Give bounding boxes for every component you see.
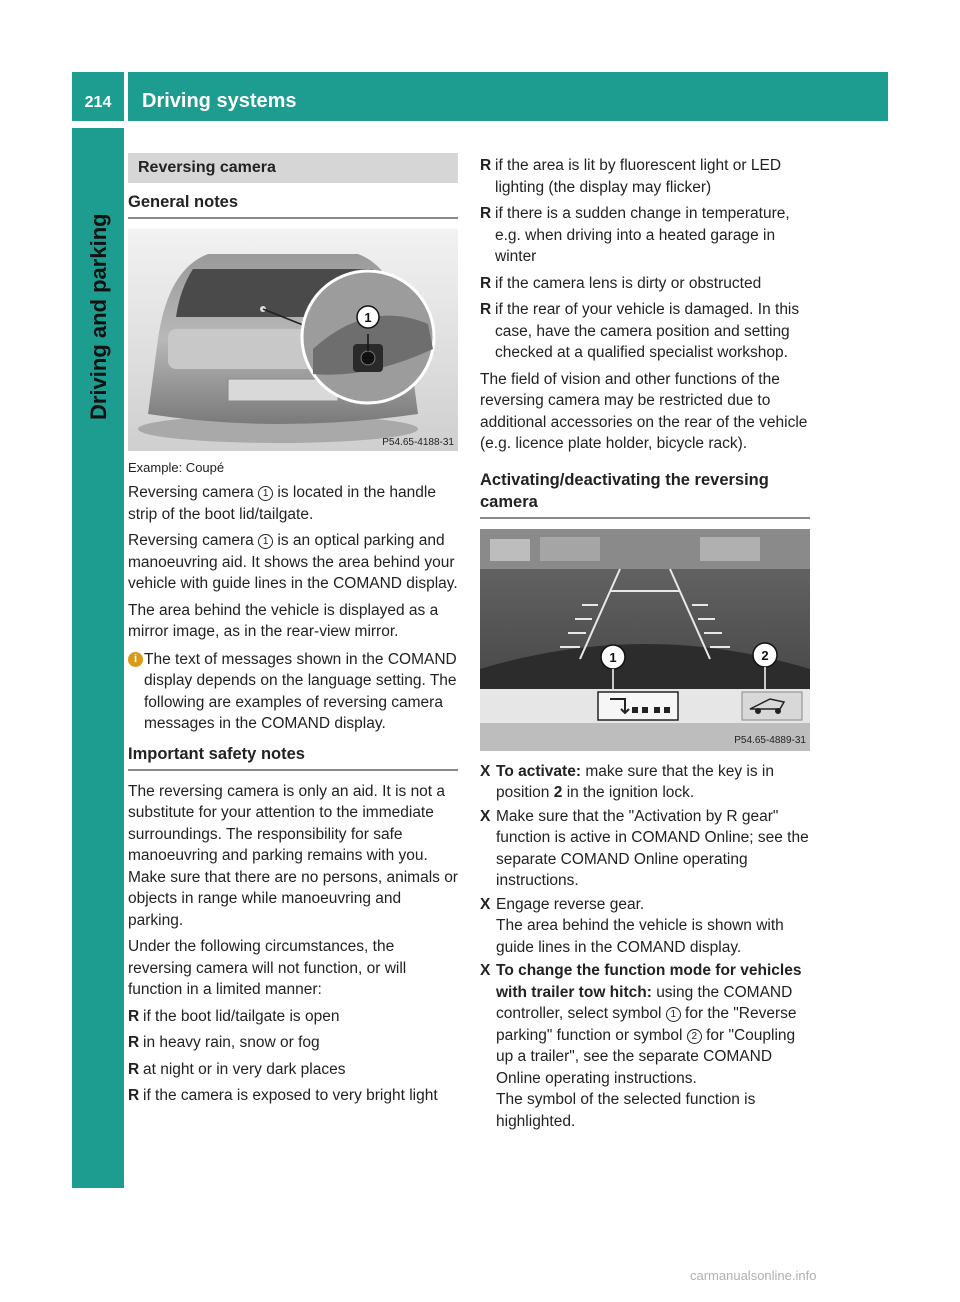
step-item xyxy=(480,806,810,892)
figure-caption: Example: Coupé xyxy=(128,459,225,475)
list-item xyxy=(480,273,810,295)
step-text: for "Coupling up a trailer", see the separate COMAND Online operating instructions. xyxy=(496,1026,796,1087)
car-rear-figure xyxy=(128,229,458,451)
side-tab-label: Driving and parking xyxy=(86,213,111,420)
list-item xyxy=(480,299,810,364)
step-label: To change the function mode for vehicles with trailer tow hitch: xyxy=(496,962,802,1001)
step-item xyxy=(480,761,810,804)
list-item-text: if there is a sudden change in temperature, e.g. when driving into a heated garage in winter xyxy=(495,205,790,265)
paragraph: The field of vision and other functions of the reversing camera may be restricted due to additional accessories on the rear of the vehicle (e.g. licence plate holder, bicycle rack). xyxy=(480,370,808,452)
list-item-text: if the boot lid/tailgate is open xyxy=(143,1007,340,1025)
step-marker: X xyxy=(480,962,491,979)
figure-marker-1-label: 1 xyxy=(364,309,372,325)
step-text: for the "Reverse parking" function or symbol xyxy=(496,1005,797,1044)
step-text: make sure that the key is in position xyxy=(496,762,774,801)
figure-code: P54.65-4188-31 xyxy=(382,436,454,448)
bullet-marker: R xyxy=(480,205,492,222)
callout-1: 1 xyxy=(258,486,273,501)
bullet-marker: R xyxy=(480,274,492,292)
paragraph: Under the following circumstances, the reversing camera will not function, or will function in a limited manner: xyxy=(128,938,407,998)
info-note xyxy=(128,649,458,735)
list-item-text: at night or in very dark places xyxy=(143,1060,346,1078)
watermark: carmanualsonline.info xyxy=(690,1268,817,1283)
list-item xyxy=(128,1059,458,1081)
callout-1: 1 xyxy=(258,534,273,549)
header-title: Driving systems xyxy=(142,90,297,112)
step-text: Engage reverse gear. xyxy=(496,895,645,913)
section-title: Reversing camera xyxy=(128,153,458,183)
paragraph xyxy=(128,530,458,595)
step-item xyxy=(480,960,810,1132)
safety-heading: Important safety notes xyxy=(128,743,458,771)
step-text: using the COMAND controller, select symbol xyxy=(496,983,793,1022)
paragraph: The reversing camera is only an aid. It is not a substitute for your attention to the immediate surroundings. The responsibility for safe manoeuvring and parking remains with you. Make sure that there are no persons, animals or objects in range while manoeuvring and parking. xyxy=(128,782,458,929)
step-marker: X xyxy=(480,895,491,913)
bullet-marker: R xyxy=(480,157,492,174)
page-number: 214 xyxy=(84,94,112,111)
list-item xyxy=(480,155,810,198)
bullet-marker: R xyxy=(128,1087,140,1104)
paragraph-text: is an optical parking and manoeuvring aid. It shows the area behind your vehicle with guide lines in the COMAND display. xyxy=(128,532,458,592)
list-item xyxy=(128,1006,458,1028)
list-item xyxy=(128,1032,458,1054)
list-item-text: if the area is lit by fluorescent light or LED lighting (the display may flicker) xyxy=(495,157,782,196)
step-item xyxy=(480,894,810,959)
info-icon: i xyxy=(128,652,143,667)
general-notes-heading: General notes xyxy=(128,191,458,219)
bullet-marker: R xyxy=(128,1007,140,1025)
step-note: The symbol of the selected function is highlighted. xyxy=(496,1091,756,1130)
camera-display-figure xyxy=(480,529,810,751)
list-item xyxy=(480,203,810,268)
step-label: To activate: xyxy=(496,762,581,780)
list-item-text: if the rear of your vehicle is damaged. In this case, have the camera position and setting checked at a qualified specialist workshop. xyxy=(495,301,800,361)
info-text: The text of messages shown in the COMAND display depends on the language setting. The following are examples of reversing camera messages in the COMAND display. xyxy=(144,650,457,732)
callout-2: 2 xyxy=(687,1029,702,1044)
step-marker: X xyxy=(480,762,491,780)
reverse-parking-symbol xyxy=(598,692,678,720)
left-column xyxy=(128,153,458,1112)
key-position: 2 xyxy=(553,784,563,801)
list-item-text: if the camera is exposed to very bright light xyxy=(143,1087,438,1104)
list-item-text: in heavy rain, snow or fog xyxy=(143,1034,320,1051)
callout-1: 1 xyxy=(666,1007,681,1022)
step-text: in the ignition lock. xyxy=(566,784,695,801)
car-rear-illustration xyxy=(128,229,458,451)
bullet-marker: R xyxy=(128,1060,140,1078)
trailer-coupling-symbol xyxy=(742,692,802,720)
paragraph-text: is located in the handle strip of the boot lid/tailgate. xyxy=(128,484,436,523)
figure-code: P54.65-4889-31 xyxy=(734,734,806,746)
step-note: The area behind the vehicle is shown with guide lines in the COMAND display. xyxy=(496,917,784,956)
step-marker: X xyxy=(480,807,491,825)
paragraph: The area behind the vehicle is displayed as a mirror image, as in the rear-view mirror. xyxy=(128,601,439,640)
display-marker-1-label: 1 xyxy=(609,649,617,665)
activating-heading: Activating/deactivating the reversing camera xyxy=(480,469,810,519)
list-item-text: if the camera lens is dirty or obstructed xyxy=(495,274,762,292)
paragraph-text: Reversing camera xyxy=(128,484,254,501)
list-item xyxy=(128,1085,458,1107)
step-text: Make sure that the "Activation by R gear" function is active in COMAND Online; see the separate COMAND Online operating instructions. xyxy=(496,807,809,889)
bullet-marker: R xyxy=(128,1034,140,1051)
camera-display-illustration xyxy=(480,529,810,751)
paragraph xyxy=(128,482,458,525)
paragraph-text: Reversing camera xyxy=(128,532,254,549)
right-column xyxy=(480,155,810,1134)
bullet-marker: R xyxy=(480,301,492,318)
display-marker-2-label: 2 xyxy=(761,647,769,663)
